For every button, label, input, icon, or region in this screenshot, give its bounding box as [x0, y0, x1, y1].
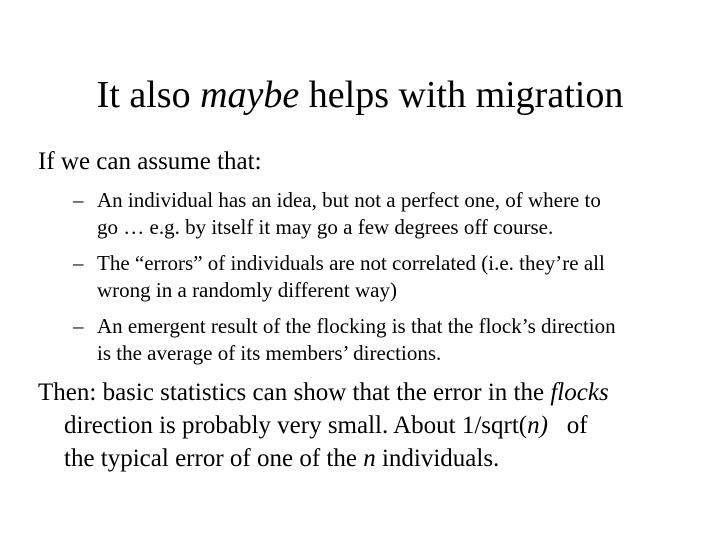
conclusion-text: of — [547, 412, 588, 439]
bullet-2-line-1: The “errors” of individuals are not correlated (i.e. they’re all — [97, 251, 605, 275]
conclusion-text: direction is probably very small. About 1/sqrt( — [64, 412, 528, 439]
bullet-1-line-1: An individual has an idea, but not a perfect one, of where to — [97, 188, 601, 212]
bullet-3-line-1: An emergent result of the flocking is that the flock’s direction — [97, 314, 616, 338]
bullet-dash: – — [73, 314, 84, 338]
conclusion-line-2 — [64, 410, 588, 442]
bullet-3-line-2: is the average of its members’ directions. — [97, 341, 442, 365]
bullet-dash: – — [73, 251, 84, 275]
conclusion-line-3 — [64, 443, 499, 475]
title-text-end: helps with migration — [299, 74, 624, 116]
conclusion-text: Then: basic statistics can show that the error in the — [38, 379, 551, 406]
conclusion-text: individuals. — [375, 445, 500, 472]
title-text-start: It also — [96, 74, 201, 116]
title-emphasis: maybe — [200, 74, 300, 116]
conclusion-emphasis: n) — [527, 412, 548, 439]
conclusion-emphasis: flocks — [550, 379, 609, 406]
bullet-2-line-2: wrong in a randomly different way) — [97, 278, 397, 302]
bullet-1-line-2: go … e.g. by itself it may go a few degrees off course. — [97, 215, 554, 239]
intro-text: If we can assume that: — [38, 148, 262, 175]
conclusion-text: the typical error of one of the — [64, 445, 364, 472]
bullet-dash: – — [73, 188, 84, 212]
conclusion-emphasis: n — [363, 445, 376, 472]
slide-title — [0, 72, 720, 118]
conclusion-line-1 — [38, 377, 609, 409]
